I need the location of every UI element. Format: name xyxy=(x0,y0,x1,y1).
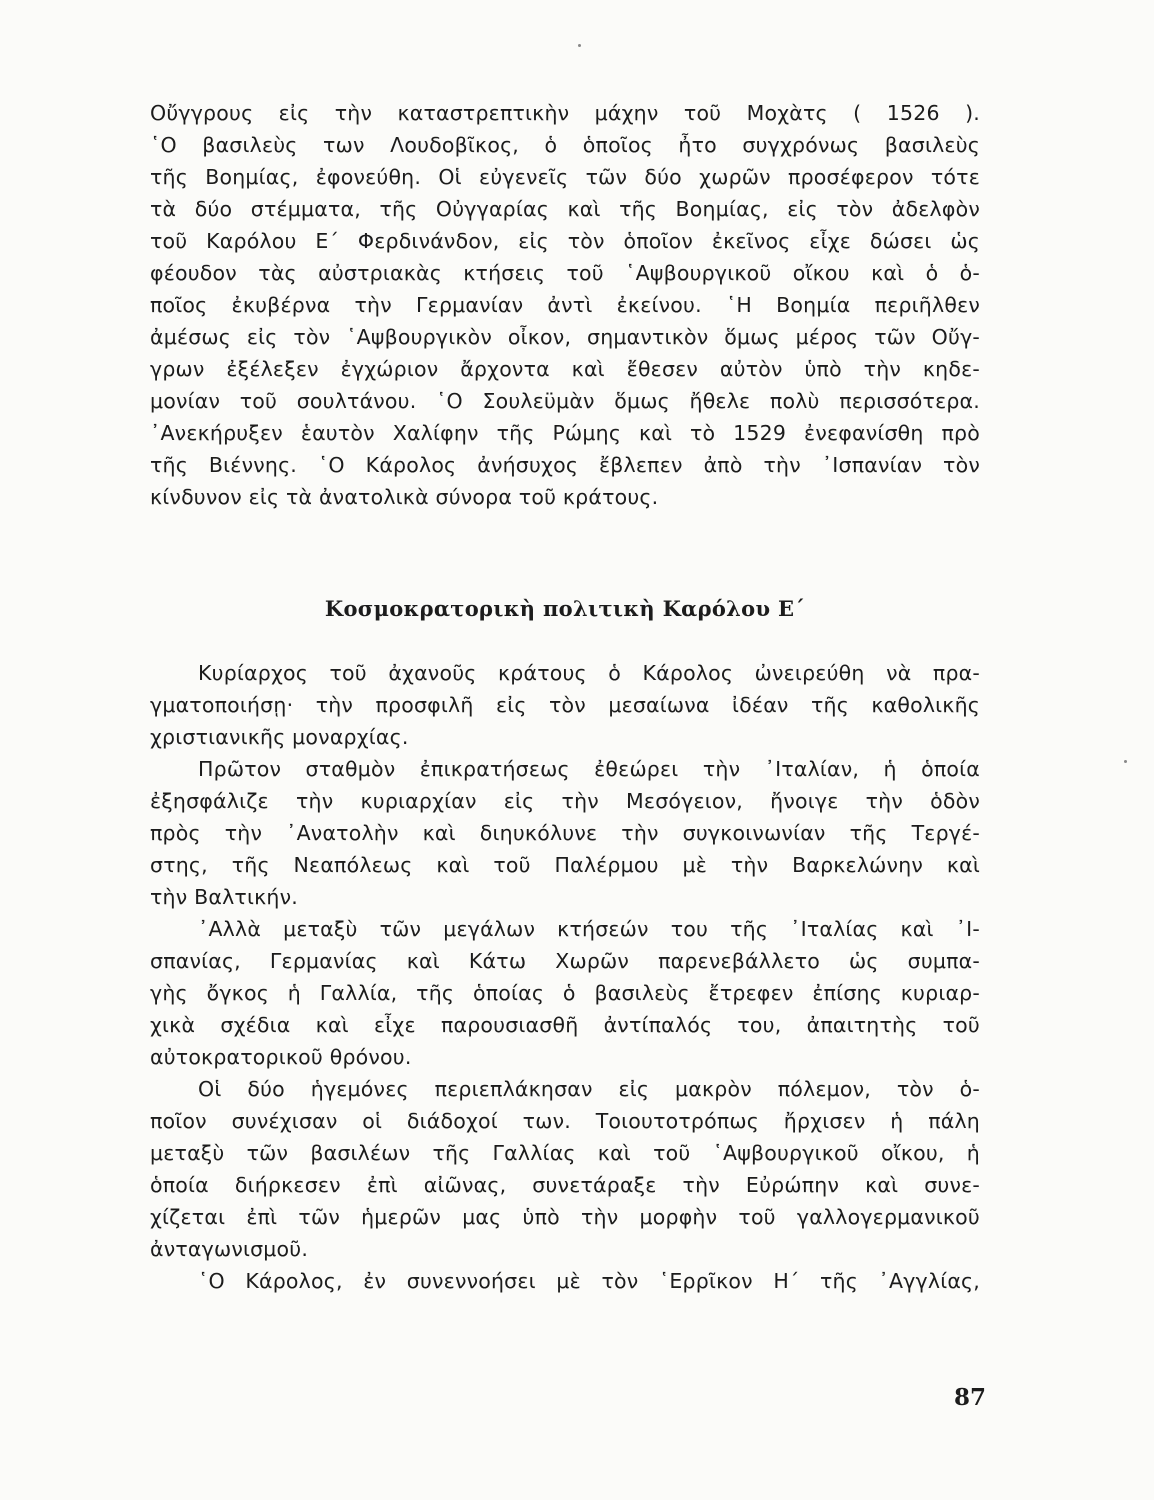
text-line: ῾Ο βασιλεὺς των Λουδοβῖκος, ὁ ὁποῖος ἦτο συγχρόνως βασιλεὺς xyxy=(150,133,980,157)
text-line: φέουδον τὰς αὐστριακὰς κτήσεις τοῦ ῾Αψβουργικοῦ οἴκου καὶ ὁ ὁ- xyxy=(150,261,980,285)
text-line: στης, τῆς Νεαπόλεως καὶ τοῦ Παλέρμου μὲ τὴν Βαρκελώνην καὶ xyxy=(150,853,980,877)
text-line: ᾿Αλλὰ μεταξὺ τῶν μεγάλων κτήσεών του τῆς ᾿Ιταλίας καὶ ᾿Ι- xyxy=(198,917,980,941)
text-line: Πρῶτον σταθμὸν ἐπικρατήσεως ἐθεώρει τὴν ᾿Ιταλίαν, ἡ ὁποία xyxy=(198,757,980,781)
text-line: Οὔγγρους εἰς τὴν καταστρεπτικὴν μάχην τοῦ Μοχὰτς ( 1526 ). xyxy=(150,101,980,125)
text-line: γρων ἐξέλεξεν ἐγχώριον ἄρχοντα καὶ ἔθεσεν αὐτὸν ὑπὸ τὴν κηδε- xyxy=(150,357,980,381)
text-line: ἐξησφάλιζε τὴν κυριαρχίαν εἰς τὴν Μεσόγειον, ἤνοιγε τὴν ὁδὸν xyxy=(150,789,980,813)
print-speck xyxy=(1124,760,1127,763)
text-line: μονίαν τοῦ σουλτάνου. ῾Ο Σουλεϋμὰν ὅμως ἤθελε πολὺ περισσότερα. xyxy=(150,389,980,413)
text-line: τὰ δύο στέμματα, τῆς Οὐγγαρίας καὶ τῆς Βοημίας, εἰς τὸν ἀδελφὸν xyxy=(150,197,980,221)
text-line: γὴς ὄγκος ἡ Γαλλία, τῆς ὁποίας ὁ βασιλεὺς ἔτρεφεν ἐπίσης κυριαρ- xyxy=(150,981,980,1005)
text-line: ῾Ο Κάρολος, ἐν συνεννοήσει μὲ τὸν ῾Ερρῖκον Η΄ τῆς ᾿Αγγλίας, xyxy=(198,1269,980,1293)
text-line: σπανίας, Γερμανίας καὶ Κάτω Χωρῶν παρενεβάλλετο ὡς συμπα- xyxy=(150,949,980,973)
text-line: Οἱ δύο ἡγεμόνες περιεπλάκησαν εἰς μακρὸν πόλεμον, τὸν ὁ- xyxy=(198,1077,980,1101)
paragraph-1 xyxy=(150,97,980,513)
text-line: τὴν Βαλτικήν. xyxy=(150,885,298,909)
text-line: χικὰ σχέδια καὶ εἶχε παρουσιασθῆ ἀντίπαλός του, ἀπαιτητὴς τοῦ xyxy=(150,1013,980,1037)
text-line: ᾿Ανεκήρυξεν ἑαυτὸν Χαλίφην τῆς Ρώμης καὶ τὸ 1529 ἐνεφανίσθη πρὸ xyxy=(150,421,980,445)
text-line: γματοποιήσῃ· τὴν προσφιλῆ εἰς τὸν μεσαίωνα ἰδέαν τῆς καθολικῆς xyxy=(150,693,980,717)
text-line: μεταξὺ τῶν βασιλέων τῆς Γαλλίας καὶ τοῦ ῾Αψβουργικοῦ οἴκου, ἡ xyxy=(150,1141,980,1165)
section-heading: Κοσμοκρατορικὴ πολιτικὴ Καρόλου Ε΄ xyxy=(324,596,806,621)
text-line: ποῖον συνέχισαν οἱ διάδοχοί των. Τοιουτοτρόπως ἤρχισεν ἡ πάλη xyxy=(150,1109,980,1133)
section-body xyxy=(150,657,980,1297)
text-line: τῆς Βιέννης. ῾Ο Κάρολος ἀνήσυχος ἔβλεπεν ἀπὸ τὴν ᾿Ισπανίαν τὸν xyxy=(150,453,980,477)
text-line: τοῦ Καρόλου Ε΄ Φερδινάνδον, εἰς τὸν ὁποῖον ἐκεῖνος εἶχε δώσει ὡς xyxy=(150,229,980,253)
text-line: ἀνταγωνισμοῦ. xyxy=(150,1237,309,1261)
page-number: 87 xyxy=(953,1384,986,1411)
text-line: ἀμέσως εἰς τὸν ῾Αψβουργικὸν οἶκον, σημαντικὸν ὅμως μέρος τῶν Οὔγ- xyxy=(150,325,980,349)
text-line: τῆς Βοημίας, ἐφονεύθη. Οἱ εὐγενεῖς τῶν δύο χωρῶν προσέφερον τότε xyxy=(150,165,980,189)
text-line: κίνδυνον εἰς τὰ ἀνατολικὰ σύνορα τοῦ κράτους. xyxy=(150,485,659,509)
text-line: ὁποία διήρκεσεν ἐπὶ αἰῶνας, συνετάραξε τὴν Εὐρώπην καὶ συνε- xyxy=(150,1173,980,1197)
text-line: αὐτοκρατορικοῦ θρόνου. xyxy=(150,1045,412,1069)
print-speck xyxy=(578,44,581,47)
text-line: χίζεται ἐπὶ τῶν ἡμερῶν μας ὑπὸ τὴν μορφὴν τοῦ γαλλογερμανικοῦ xyxy=(150,1205,980,1229)
text-line: χριστιανικῆς μοναρχίας. xyxy=(150,725,409,749)
text-line: Κυρίαρχος τοῦ ἀχανοῦς κράτους ὁ Κάρολος ὠνειρεύθη νὰ πρα- xyxy=(198,661,980,685)
text-line: πρὸς τὴν ᾿Ανατολὴν καὶ διηυκόλυνε τὴν συγκοινωνίαν τῆς Τεργέ- xyxy=(150,821,980,845)
text-line: ποῖος ἐκυβέρνα τὴν Γερμανίαν ἀντὶ ἐκείνου. ῾Η Βοημία περιῆλθεν xyxy=(150,293,980,317)
